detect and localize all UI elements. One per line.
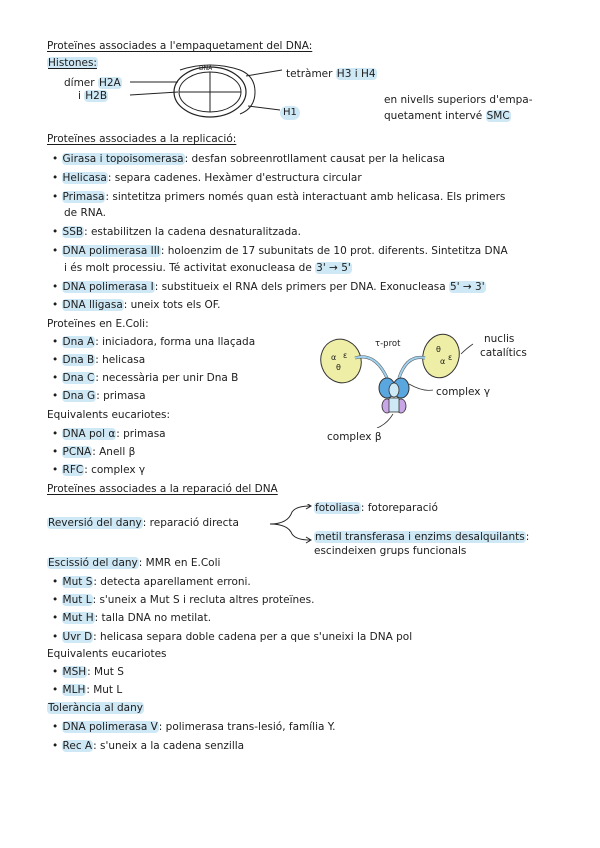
list-item-continued: de RNA. [64,207,106,219]
list-item: • DNA polimerasa I: substitueix el RNA dels primers per DNA. Exonucleasa 5' → 3' [52,281,485,293]
complex-gamma-label: complex γ [436,386,491,398]
list-item: • Mut H: talla DNA no metilat. [52,612,212,624]
section-title-replication: Proteïnes associades a la replicació: [47,133,237,145]
alpha-subunit-label: α [440,357,446,366]
list-item: • Helicasa: separa cadenes. Hexàmer d'estructura circular [52,172,362,184]
list-item: • Dna A: iniciadora, forma una llaçada [52,336,256,348]
list-item: • Rec A: s'uneix a la cadena senzilla [52,740,245,752]
catalytic-cores-label-2: catalítics [480,347,527,359]
dna-label: DNA [199,65,213,72]
list-item: • DNA polimerasa V: polimerasa trans-lesió, família Y. [52,721,336,733]
theta-subunit-label: θ [436,345,441,354]
histones-label: Histones: [48,57,97,69]
list-item: • Primasa: sintetitza primers només quan està interactuant amb helicasa. Els primers [52,191,506,203]
damage-tolerance-title: Tolerància al dany [48,702,143,714]
theta-subunit-label: θ [336,363,341,372]
excision-title: Escissió del dany: MMR en E.Coli [48,557,221,569]
epsilon-subunit-label: ε [343,351,348,360]
complex-beta-label: complex β [327,431,382,443]
list-item: • Dna C: necessària per unir Dna B [52,372,239,384]
list-item: • Uvr D: helicasa separa doble cadena per a que s'uneixi la DNA pol [52,631,413,643]
branch-brace [268,504,318,544]
eukaryote-equivalents-title: Equivalents eucariotes: [47,409,171,421]
list-item: • DNA polimerasa III: holoenzim de 17 subunitats de 10 prot. diferents. Sintetitza DNA [52,245,508,257]
list-item: • MSH: Mut S [52,666,124,678]
eukaryote-equivalents-title-2: Equivalents eucariotes [47,648,167,660]
dimer-label: dímer H2A [64,77,121,89]
list-item: • Mut L: s'uneix a Mut S i recluta altres proteïnes. [52,594,315,606]
list-item: • Girasa i topoisomerasa: desfan sobreenrotllament causat per la helicasa [52,153,445,165]
list-item-continued: i és molt processiu. Té activitat exonucleasa de 3' → 5' [64,262,351,274]
section-title-packaging: Proteïnes associades a l'empaquetament del DNA: [47,40,313,52]
dimer-label-2: i H2B [78,90,108,102]
direct-reversal-line: Reversió del dany: reparació directa [48,517,239,529]
epsilon-subunit-label: ε [448,353,453,362]
section-title-ecoli: Proteïnes en E.Coli: [47,318,149,330]
list-item: • Dna B: helicasa [52,354,146,366]
methyltransferase-line-cont: escindeixen grups funcionals [314,545,467,557]
nucleosome-diagram [130,62,300,122]
list-item: • Mut S: detecta aparellament erroni. [52,576,251,588]
list-item: • MLH: Mut L [52,684,123,696]
tetramer-label: tetràmer H3 i H4 [286,68,376,80]
smc-note-line2: quetament intervé SMC [384,110,510,122]
alpha-subunit-label: α [331,353,337,362]
smc-note-line1: en nivells superiors d'empa- [384,94,533,106]
list-item: • DNA lligasa: uneix tots els OF. [52,299,221,311]
list-item: • SSB: estabilitzen la cadena desnaturalitzada. [52,226,301,238]
list-item: • RFC: complex γ [52,464,146,476]
section-title-repair: Proteïnes associades a la reparació del DNA [47,483,278,495]
h1-label: H1 [280,106,300,120]
catalytic-cores-label-1: nuclis [484,333,515,345]
methyltransferase-line: metil transferasa i enzims desalquilants: [315,531,530,543]
list-item: • PCNA: Anell β [52,446,136,458]
photolyase-line: fotoliasa: fotoreparació [315,502,438,514]
list-item: • DNA pol α: primasa [52,428,166,440]
list-item: • Dna G: primasa [52,390,146,402]
tau-protein-label: τ-prot [375,339,401,349]
